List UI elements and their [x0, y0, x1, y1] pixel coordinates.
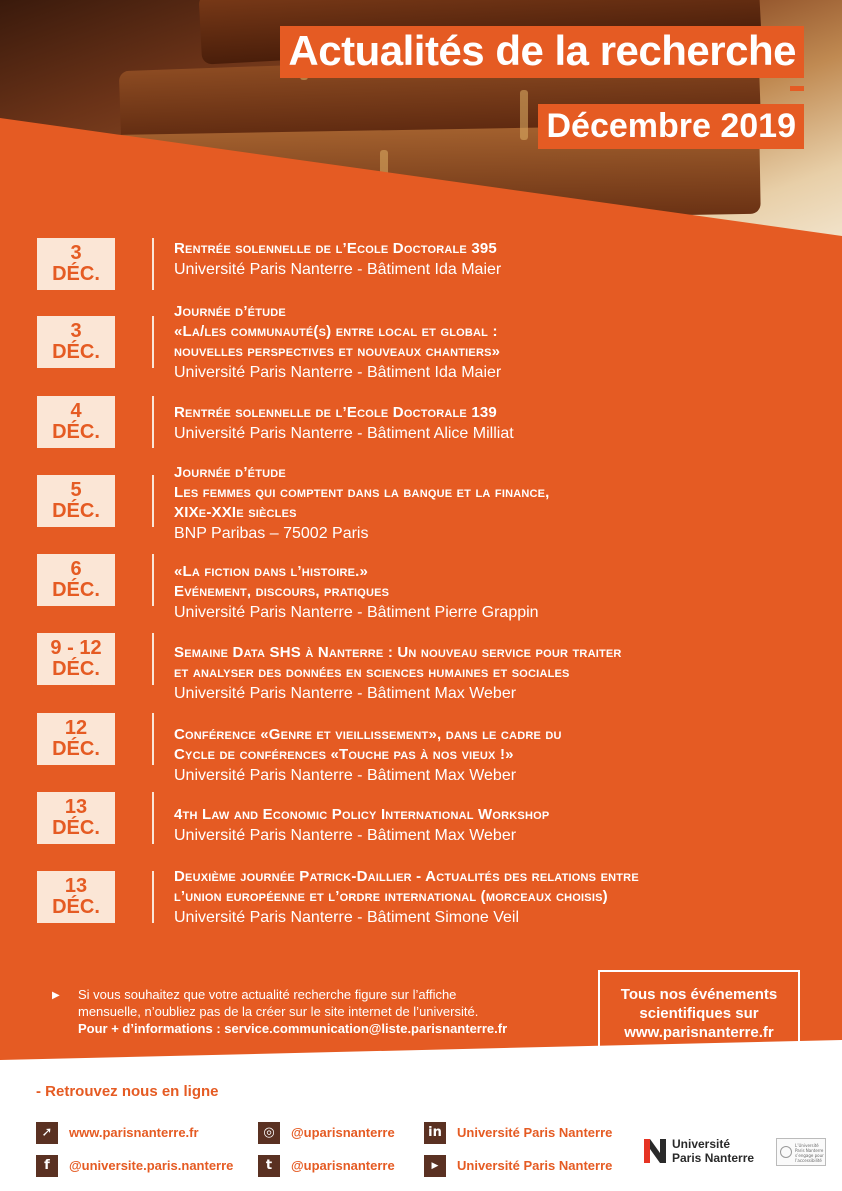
event-day: 3	[70, 320, 82, 342]
event-month: DÉC.	[52, 579, 100, 601]
event-text	[174, 463, 794, 544]
event-place: Université Paris Nanterre - Bâtiment Pierre Grappin	[174, 604, 539, 621]
cursor-icon: ➚	[36, 1122, 58, 1144]
page-subtitle: Décembre 2019	[538, 104, 804, 149]
facebook-icon: f	[36, 1155, 58, 1177]
logo-line: Paris Nanterre	[672, 1151, 755, 1165]
social-link-text: @universite.paris.nanterre	[69, 1158, 234, 1173]
event-title: Cycle de conférences «Touche pas à nos vieux !»	[174, 746, 514, 763]
event-day: 6	[70, 558, 82, 580]
university-logo-text	[672, 1137, 754, 1165]
website-box[interactable]	[598, 970, 800, 1055]
event-title: l’union européenne et l’ordre international (morceaux choisis)	[174, 888, 608, 905]
event-title: «La/les communauté(s) entre local et global :	[174, 323, 498, 340]
social-link-text: @uparisnanterre	[291, 1125, 395, 1140]
event-day: 12	[64, 717, 88, 739]
event-title: Evénement, discours, pratiques	[174, 583, 390, 600]
twitter-icon: t	[258, 1155, 280, 1177]
instagram-icon: ◎	[258, 1122, 280, 1144]
social-link-text: www.parisnanterre.fr	[69, 1125, 199, 1140]
accessibility-logo	[776, 1138, 826, 1166]
youtube-icon: ▶	[424, 1155, 446, 1177]
event-place: Université Paris Nanterre - Bâtiment Max Weber	[174, 827, 517, 844]
event-place: BNP Paribas – 75002 Paris	[174, 525, 369, 542]
info-line: Si vous souhaitez que votre actualité recherche figure sur l’affiche	[78, 987, 457, 1002]
event-title: Semaine Data SHS à Nanterre : Un nouveau service pour traiter	[174, 644, 622, 661]
event-text	[174, 562, 794, 623]
social-link-text: Université Paris Nanterre	[457, 1158, 613, 1173]
event-title: Rentrée solennelle de l’Ecole Doctorale 139	[174, 404, 497, 421]
page-title: Actualités de la recherche	[280, 26, 804, 78]
event-day: 4	[70, 400, 82, 422]
website-box-line: Tous nos événements	[620, 986, 778, 1003]
event-place: Université Paris Nanterre - Bâtiment Max Weber	[174, 685, 517, 702]
event-date	[37, 554, 115, 606]
divider	[152, 713, 154, 765]
event-title: Conférence «Genre et vieillissement», dans le cadre du	[174, 726, 562, 743]
website-box-line: scientifiques sur	[639, 1005, 759, 1022]
accessibility-icon	[780, 1146, 792, 1158]
event-day: 13	[64, 796, 88, 818]
divider	[152, 316, 154, 368]
info-contact[interactable]: Pour + d’informations : service.communication@liste.parisnanterre.fr	[78, 1021, 508, 1036]
event-title: nouvelles perspectives et nouveaux chantiers»	[174, 343, 501, 360]
event-text	[174, 239, 794, 280]
event-text	[174, 643, 794, 704]
event-text	[174, 403, 794, 444]
event-month: DÉC.	[52, 658, 100, 680]
event-day: 5	[70, 479, 82, 501]
event-place: Université Paris Nanterre - Bâtiment Alice Milliat	[174, 425, 514, 442]
event-place: Université Paris Nanterre - Bâtiment Ida Maier	[174, 364, 502, 381]
info-line: mensuelle, n’oubliez pas de la créer sur le site internet de l’université.	[78, 1004, 479, 1019]
event-title: Rentrée solennelle de l’Ecole Doctorale 395	[174, 240, 497, 257]
event-day: 13	[64, 875, 88, 897]
event-title: Journée d’étude	[174, 303, 286, 320]
event-place: Université Paris Nanterre - Bâtiment Simone Veil	[174, 909, 520, 926]
event-month: DÉC.	[52, 341, 100, 363]
event-text	[174, 302, 794, 383]
university-logo	[644, 1137, 764, 1167]
logo-line: Université	[672, 1137, 731, 1151]
event-place: Université Paris Nanterre - Bâtiment Ida Maier	[174, 261, 502, 278]
event-text	[174, 805, 794, 846]
website-link[interactable]: www.parisnanterre.fr	[624, 1024, 774, 1041]
event-date	[37, 238, 115, 290]
arrow-right-icon: ▶	[52, 990, 60, 1001]
book-band	[520, 90, 528, 140]
event-month: DÉC.	[52, 263, 100, 285]
event-date	[37, 316, 115, 368]
divider	[152, 792, 154, 844]
online-title: - Retrouvez nous en ligne	[36, 1083, 219, 1100]
divider	[152, 871, 154, 923]
event-date	[37, 475, 115, 527]
divider	[152, 554, 154, 606]
event-date	[37, 713, 115, 765]
title-dash	[790, 86, 804, 91]
event-date	[37, 396, 115, 448]
event-date	[37, 871, 115, 923]
event-day: 3	[70, 242, 82, 264]
event-title: 4th Law and Economic Policy International Workshop	[174, 806, 550, 823]
divider	[152, 396, 154, 448]
event-title: Les femmes qui comptent dans la banque et la finance,	[174, 484, 550, 501]
event-month: DÉC.	[52, 421, 100, 443]
event-month: DÉC.	[52, 500, 100, 522]
event-text	[174, 867, 794, 928]
divider	[152, 475, 154, 527]
event-date	[37, 792, 115, 844]
event-day: 9 - 12	[50, 637, 102, 659]
event-month: DÉC.	[52, 817, 100, 839]
university-logo-mark	[644, 1139, 666, 1163]
event-month: DÉC.	[52, 896, 100, 918]
event-title: Journée d’étude	[174, 464, 286, 481]
event-place: Université Paris Nanterre - Bâtiment Max Weber	[174, 767, 517, 784]
event-title: Deuxième journée Patrick-Daillier - Actualités des relations entre	[174, 868, 639, 885]
event-month: DÉC.	[52, 738, 100, 760]
event-title: et analyser des données en sciences humaines et sociales	[174, 664, 570, 681]
linkedin-icon: in	[424, 1122, 446, 1144]
divider	[152, 238, 154, 290]
event-title: «La fiction dans l’histoire.»	[174, 563, 369, 580]
divider	[152, 633, 154, 685]
accessibility-logo-text: L’Université Paris Nanterre s’engage pour l’accessibilité	[795, 1143, 824, 1163]
social-link-text: Université Paris Nanterre	[457, 1125, 613, 1140]
info-text	[78, 986, 578, 1037]
event-title: XIXe-XXIe siècles	[174, 504, 297, 521]
event-date	[37, 633, 115, 685]
event-text	[174, 725, 794, 786]
social-link-text: @uparisnanterre	[291, 1158, 395, 1173]
